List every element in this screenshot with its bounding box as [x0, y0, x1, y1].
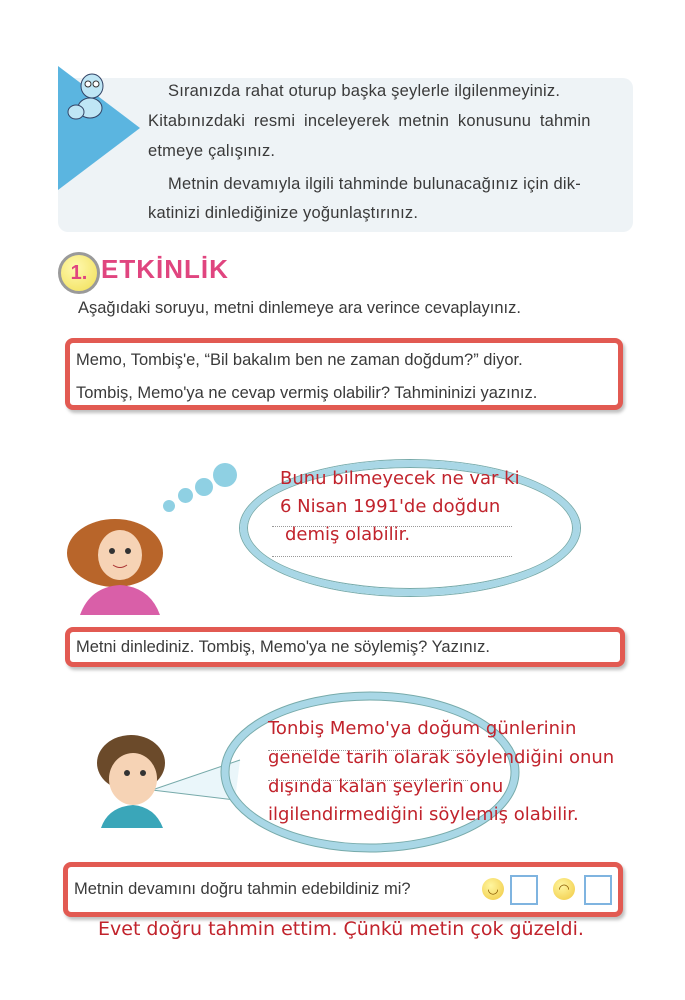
- speech-bubble: [150, 690, 530, 860]
- thought-dot: [178, 488, 193, 503]
- answer2-line: dışında kalan şeylerin onu: [268, 776, 504, 797]
- answer2-line: Tonbiş Memo'ya doğum günlerinin: [268, 718, 577, 739]
- intro-line: katinizi dinlediğinize yoğunlaştırınız.: [148, 204, 419, 222]
- happy-checkbox[interactable]: [510, 875, 538, 905]
- intro-line: Kitabınızdaki resmi inceleyerek metnin konusunu tahmin: [148, 112, 591, 130]
- activity-title: ETKİNLİK: [101, 254, 229, 284]
- answer2-line: genelde tarih olarak söylendiğini onun: [268, 747, 615, 768]
- girl-illustration-icon: [60, 515, 170, 615]
- answer3-text: Evet doğru tahmin ettim. Çünkü metin çok güzeldi.: [98, 918, 584, 940]
- answer1-line: 6 Nisan 1991'de doğdun: [280, 496, 501, 517]
- answer2-line: ilgilendirmediğini söylemiş olabilir.: [268, 804, 579, 825]
- question2-text: Metni dinlediniz. Tombiş, Memo'ya ne söylemiş? Yazınız.: [76, 638, 490, 656]
- caterpillar-mascot-icon: [62, 68, 122, 128]
- question2-box: [65, 627, 625, 667]
- intro-line: etmeye çalışınız.: [148, 142, 276, 160]
- question1-line: Memo, Tombiş'e, “Bil bakalım ben ne zaman doğdum?” diyor.: [76, 351, 523, 369]
- question1-line: Tombiş, Memo'ya ne cevap vermiş olabilir? Tahmininizi yazınız.: [76, 384, 538, 402]
- answer-line: [272, 556, 512, 557]
- thought-dot: [163, 500, 175, 512]
- answer1-line: demiş olabilir.: [285, 524, 411, 545]
- answer1-line: Bunu bilmeyecek ne var ki: [280, 468, 520, 489]
- sad-checkbox[interactable]: [584, 875, 612, 905]
- happy-face-icon: ◡: [482, 878, 504, 900]
- thought-dot: [213, 463, 237, 487]
- boy-illustration-icon: [93, 733, 168, 828]
- activity-instruction: Aşağıdaki soruyu, metni dinlemeye ara verince cevaplayınız.: [78, 299, 521, 317]
- thought-dot: [195, 478, 213, 496]
- question3-box: [63, 862, 623, 917]
- question1-box: [65, 338, 623, 410]
- intro-box: [58, 78, 633, 232]
- intro-line: Sıranızda rahat oturup başka şeylerle ilgilenmeyiniz.: [168, 82, 561, 100]
- question3-text: Metnin devamını doğru tahmin edebildiniz mi?: [74, 880, 411, 898]
- activity-number: 1.: [58, 252, 100, 294]
- intro-line: Metnin devamıyla ilgili tahminde bulunacağınız için dik-: [168, 175, 581, 193]
- sad-face-icon: ◠: [553, 878, 575, 900]
